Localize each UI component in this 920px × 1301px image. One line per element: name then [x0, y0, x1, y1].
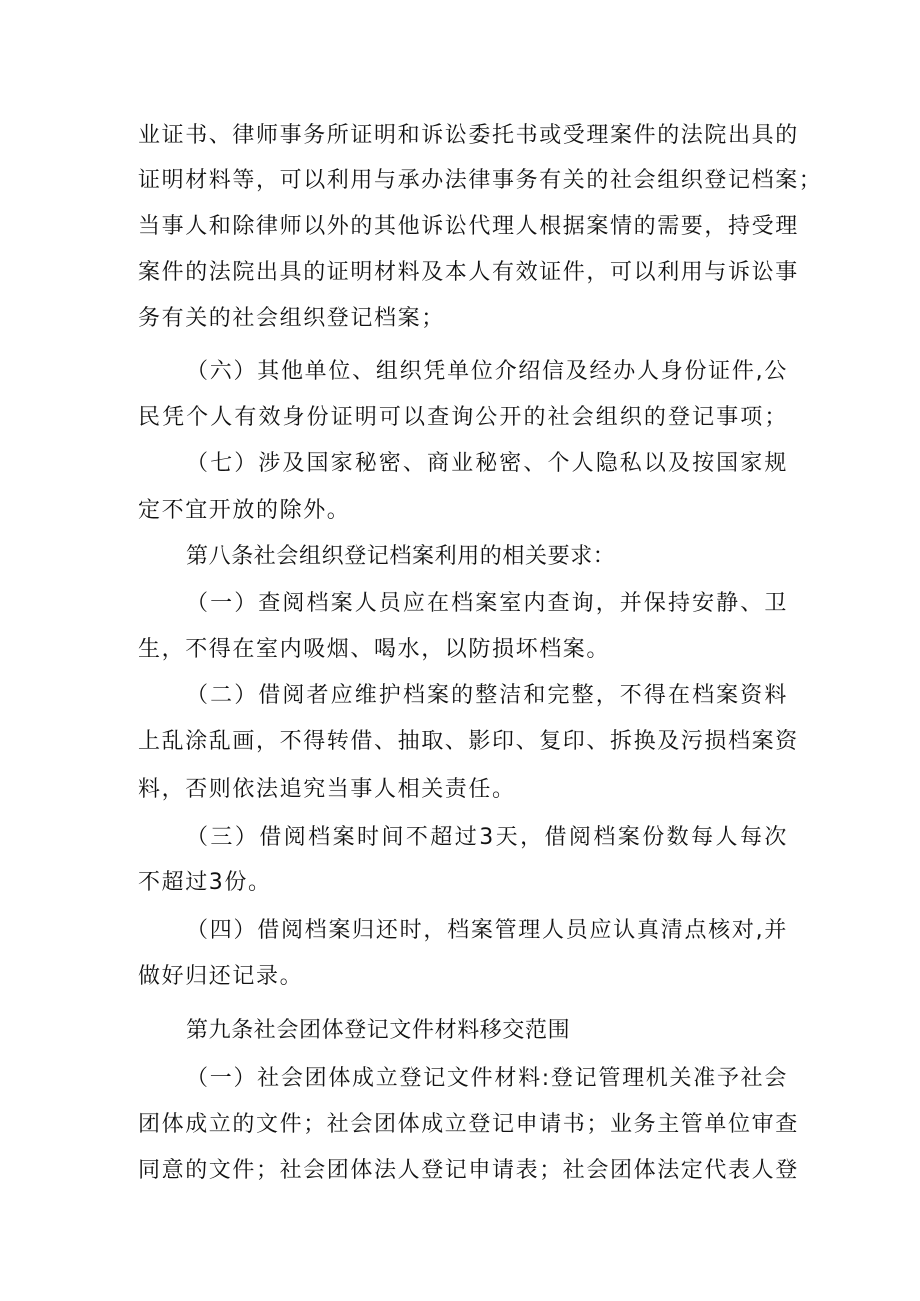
body-text-line: 务有关的社会组织登记档案； — [138, 306, 445, 331]
article-heading: 第八条社会组织登记档案利用的相关要求： — [186, 544, 616, 569]
list-item-line: （一）社会团体成立登记文件材料:登记管理机关准予社会 — [186, 1066, 788, 1091]
body-text-line: 业证书、律师事务所证明和诉讼委托书或受理案件的法院出具的 — [138, 123, 799, 148]
body-text-line: 料，否则依法追究当事人相关责任。 — [138, 777, 516, 802]
list-item-line: （六）其他单位、组织凭单位介绍信及经办人身份证件,公 — [186, 359, 788, 384]
list-item-line: （七）涉及国家秘密、商业秘密、个人隐私以及按国家规 — [186, 451, 788, 476]
body-text-line: 定不宜开放的除外。 — [138, 498, 351, 523]
list-item-line: （四）借阅档案归还时，档案管理人员应认真清点核对,并 — [186, 918, 788, 943]
body-text-line: 生，不得在室内吸烟、喝水，以防损坏档案。 — [138, 637, 611, 662]
body-text-line: 不超过3份。 — [138, 870, 272, 895]
body-text-line: 上乱涂乱画，不得转借、抽取、影印、复印、拆换及污损档案资 — [138, 729, 799, 754]
list-item-line: （三）借阅档案时间不超过3天，借阅档案份数每人每次 — [186, 825, 788, 850]
body-text-line: 民凭个人有效身份证明可以查询公开的社会组织的登记事项； — [138, 405, 788, 430]
list-item-line: （二）借阅者应维护档案的整洁和完整，不得在档案资料 — [186, 683, 788, 708]
body-text-line: 证明材料等，可以利用与承办法律事务有关的社会组织登记档案； — [138, 168, 823, 193]
list-item-line: （一）查阅档案人员应在档案室内查询，并保持安静、卫 — [186, 591, 788, 616]
body-text-line: 团体成立的文件；社会团体成立登记申请书；业务主管单位审查 — [138, 1112, 799, 1137]
body-text-line: 案件的法院出具的证明材料及本人有效证件，可以利用与诉讼事 — [138, 260, 799, 285]
article-heading: 第九条社会团体登记文件材料移交范围 — [186, 1018, 571, 1043]
body-text-line: 同意的文件；社会团体法人登记申请表；社会团体法定代表人登 — [138, 1158, 799, 1183]
body-text-line: 做好归还记录。 — [138, 964, 304, 989]
body-text-line: 当事人和除律师以外的其他诉讼代理人根据案情的需要，持受理 — [138, 214, 799, 239]
